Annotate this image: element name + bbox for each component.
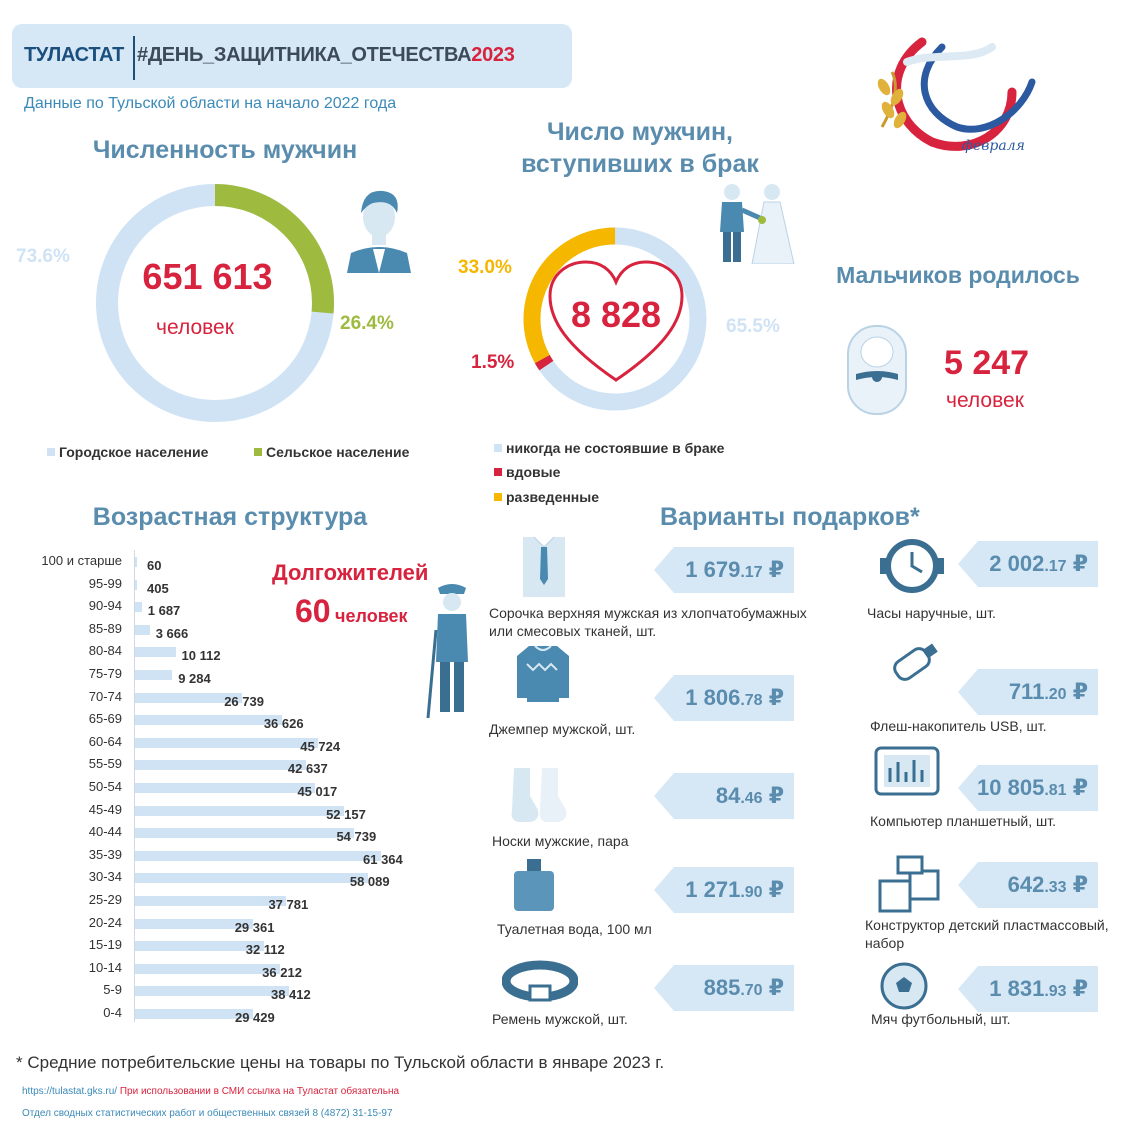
price-currency: ₽ (768, 685, 784, 710)
men-count-unit: человек (156, 316, 234, 339)
age-value-label: 58 089 (349, 874, 390, 890)
age-bar (135, 715, 282, 725)
age-group-label: 55-59 (88, 756, 122, 772)
price-text-sweater (685, 675, 784, 721)
emblem-month-script: февраля (962, 138, 1025, 154)
age-bar (135, 647, 176, 657)
price-int: 885 (703, 975, 741, 1000)
legend-divorced-swatch (494, 493, 502, 501)
legend-never-swatch (494, 444, 502, 452)
age-value-label: 52 157 (326, 806, 366, 822)
price-currency: ₽ (1072, 976, 1088, 1001)
legend-rural-label: Сельское население (266, 444, 410, 460)
elder-coat (436, 614, 468, 662)
sweater-body (517, 646, 569, 702)
gift-label-blocks: Конструктор детский пластмассовый, набор (865, 917, 1109, 951)
legend-never-married (494, 440, 724, 456)
married-title-line1: Число мужчин, (546, 118, 733, 146)
baby-face (861, 337, 893, 367)
legend-urban-label: Городское население (59, 444, 209, 460)
legend-widowed (494, 464, 560, 480)
price-dec: .17 (1044, 558, 1067, 575)
urban-percent: 73.6% (16, 246, 70, 267)
price-text-usb (1009, 669, 1088, 715)
widowed-percent: 1.5% (471, 352, 515, 373)
age-group-label: 85-89 (88, 620, 122, 636)
price-dec: .20 (1044, 686, 1067, 703)
never-married-percent: 65.5% (726, 316, 780, 337)
married-value: 8 828 (570, 294, 662, 335)
price-int: 1 271 (685, 877, 741, 902)
block-right (910, 871, 938, 899)
age-value-label: 54 739 (336, 829, 377, 845)
gift-label-watch: Часы наручные, шт. (867, 605, 996, 621)
age-bar (135, 557, 137, 567)
married-title-line2: вступивших в брак (521, 150, 759, 178)
price-currency: ₽ (768, 877, 784, 902)
age-group-label: 5-9 (103, 982, 122, 998)
price-int: 642 (1007, 872, 1045, 897)
boys-unit: человек (946, 389, 1024, 412)
baby-bundle-icon (844, 322, 910, 418)
gift-label-perfume: Туалетная вода, 100 мл (497, 921, 652, 937)
elder-leg (440, 662, 450, 712)
price-currency: ₽ (768, 975, 784, 1000)
age-value-label: 36 212 (262, 964, 302, 980)
data-date-subtitle: Данные по Тульской области на начало 2022 года (24, 95, 397, 112)
price-tag-socks (654, 773, 794, 819)
legend-never-label: никогда не состоявшие в браке (506, 440, 725, 456)
groom-leg (723, 232, 731, 262)
age-value-label: 29 361 (234, 919, 275, 935)
perfume-cap (527, 859, 541, 871)
age-value-label: 45 724 (300, 738, 341, 754)
football-icon (879, 961, 929, 1011)
men-count-title: Численность мужчин (92, 136, 358, 164)
socks-icon (506, 766, 572, 826)
gifts-title: Варианты подарков* (660, 503, 920, 531)
age-value-label: 32 112 (245, 942, 285, 958)
legend-urban-swatch (47, 448, 55, 456)
groom-arm (742, 210, 760, 218)
price-currency: ₽ (768, 783, 784, 808)
gift-label-usb: Флеш-накопитель USB, шт. (870, 718, 1047, 734)
belt-buckle (530, 986, 550, 1000)
footer-url-link[interactable]: https://tulastat.gks.ru/ (22, 1086, 118, 1097)
age-group-label: 45-49 (88, 801, 122, 817)
longevity-unit: человек (335, 606, 408, 626)
price-text-perfume (685, 867, 784, 913)
price-tag-shirt (654, 547, 794, 593)
price-dec: .93 (1044, 983, 1067, 1000)
price-dec: .81 (1044, 782, 1067, 799)
price-tag-ball (958, 966, 1098, 1012)
age-group-label: 65-69 (88, 711, 122, 727)
price-currency: ₽ (1072, 872, 1088, 897)
price-text-ball (989, 966, 1088, 1012)
age-group-label: 10-14 (88, 959, 122, 975)
belt-icon (502, 960, 578, 1002)
bundle-bow (872, 372, 882, 382)
price-int: 2 002 (989, 551, 1045, 576)
age-group-label: 40-44 (88, 824, 122, 840)
wedding-couple-icon (708, 180, 808, 264)
boys-value: 5 247 (944, 344, 1030, 382)
longevity-title: Долгожителей (272, 560, 429, 585)
bride-bouquet (758, 216, 766, 224)
age-bar (135, 828, 354, 838)
elder-cap (438, 584, 466, 594)
price-tag-usb (958, 669, 1098, 715)
price-tag-perfume (654, 867, 794, 913)
rural-percent: 26.4% (340, 313, 394, 334)
shirt-icon (519, 533, 569, 599)
age-group-label: 100 и старше (41, 553, 122, 568)
gift-label-ball: Мяч футбольный, шт. (871, 1011, 1011, 1027)
price-tag-belt (654, 965, 794, 1011)
longevity-value: 60 (295, 593, 331, 629)
men-population-donut (90, 178, 340, 428)
price-text-tablet (977, 765, 1088, 811)
price-int: 1 679 (685, 557, 741, 582)
price-tag-sweater (654, 675, 794, 721)
legend-urban (47, 444, 208, 460)
elder-leg (454, 662, 464, 712)
legend-rural-swatch (254, 448, 262, 456)
age-value-label: 1 687 (147, 603, 181, 619)
elder-head (443, 593, 461, 611)
price-dec: .90 (740, 884, 763, 901)
age-bar (135, 738, 318, 748)
price-int: 10 805 (977, 775, 1045, 800)
age-bar (135, 896, 286, 906)
age-group-label: 90-94 (88, 598, 122, 614)
age-group-label: 25-29 (88, 892, 122, 907)
price-tag-watch (958, 541, 1098, 587)
shirt-tie (540, 547, 548, 585)
price-text-blocks (1008, 862, 1088, 908)
age-group-label: 75-79 (88, 666, 122, 681)
emblem-laurel-leaf (875, 77, 893, 98)
price-dec: .33 (1044, 879, 1067, 896)
man-avatar-icon (343, 183, 415, 273)
age-group-label: 15-19 (88, 937, 122, 953)
tablet-icon (874, 746, 940, 796)
bride-dress (752, 202, 794, 264)
age-group-label: 80-84 (88, 643, 122, 659)
elder-cane (428, 630, 436, 718)
legend-rural (254, 444, 409, 460)
price-dec: .70 (740, 982, 763, 999)
price-dec: .78 (740, 692, 763, 709)
divorced-percent: 33.0% (458, 257, 512, 278)
price-currency: ₽ (768, 557, 784, 582)
sweater-icon (513, 642, 573, 704)
price-currency: ₽ (1072, 775, 1088, 800)
price-text-socks (716, 773, 784, 819)
usb-icon (888, 640, 944, 688)
sock-right (540, 768, 567, 822)
footer-department: Отдел сводных статистических работ и общественных связей 8 (4872) 31-15-97 (22, 1108, 393, 1119)
age-group-label: 70-74 (88, 688, 122, 704)
age-bar (135, 806, 344, 816)
price-text-shirt (685, 547, 784, 593)
age-bar (135, 670, 172, 680)
price-text-watch (989, 541, 1088, 587)
age-value-label: 26 739 (224, 693, 264, 709)
age-bar (135, 783, 315, 793)
age-group-label: 35-39 (88, 846, 122, 862)
age-group-label: 60-64 (88, 733, 122, 749)
married-title (470, 116, 810, 180)
legend-widowed-label: вдовые (506, 464, 561, 480)
blocks-icon (876, 853, 942, 915)
age-group-label: 50-54 (88, 779, 122, 794)
age-group-label: 95-99 (88, 575, 122, 591)
elderly-man-icon (424, 580, 480, 720)
february-23-emblem-icon (862, 32, 1052, 167)
legend-divorced-label: разведенные (506, 489, 600, 505)
age-value-label: 10 112 (181, 648, 221, 664)
groom-head (724, 184, 740, 200)
watch-icon (878, 534, 946, 598)
price-int: 84 (715, 783, 741, 808)
sock-left (512, 768, 539, 822)
hashtag-year: 2023 (471, 44, 515, 66)
longevity-count (295, 593, 408, 630)
groom-jacket (720, 202, 744, 232)
age-bar (135, 760, 306, 770)
perfume-bottle (514, 871, 554, 911)
age-value-label: 405 (147, 580, 169, 596)
footer-price-note: * Средние потребительские цены на товары по Тульской области в январе 2023 г. (16, 1053, 665, 1072)
price-text-belt (704, 965, 784, 1011)
perfume-icon (510, 857, 558, 913)
age-group-label: 30-34 (88, 869, 122, 885)
men-count-value: 651 613 (142, 256, 273, 297)
groom-leg (733, 232, 741, 262)
age-value-label: 38 412 (270, 987, 311, 1003)
boys-title: Мальчиков родилось (836, 262, 1080, 288)
price-currency: ₽ (1072, 551, 1088, 576)
gift-label-belt: Ремень мужской, шт. (492, 1011, 628, 1027)
gift-label-sweater: Джемпер мужской, шт. (489, 721, 636, 737)
hashtag-text: #ДЕНЬ_ЗАЩИТНИКА_ОТЕЧЕСТВА (137, 44, 472, 66)
age-value-label: 9 284 (178, 671, 211, 686)
price-dec: .46 (740, 790, 763, 807)
header-divider (133, 36, 135, 80)
age-value-label: 37 781 (268, 897, 309, 912)
age-bar (135, 941, 264, 951)
age-group-label: 20-24 (88, 914, 122, 930)
price-tag-blocks (958, 862, 1098, 908)
age-value-label: 60 (147, 558, 162, 573)
price-int: 711 (1008, 679, 1045, 704)
price-dec: .17 (740, 564, 763, 581)
gift-label-shirt: Сорочка верхняя мужская из хлопчатобумажных или смесовых тканей, шт. (489, 605, 807, 639)
bride-head (764, 184, 780, 200)
age-value-label: 29 429 (234, 1010, 275, 1025)
price-currency: ₽ (1072, 679, 1088, 704)
age-bar (135, 851, 381, 861)
age-bar (135, 580, 137, 590)
block-bottom-left (880, 881, 910, 911)
hashtag-title (137, 44, 515, 67)
age-structure-title: Возрастная структура (92, 503, 368, 531)
brand-title: ТУЛАСТАТ (24, 44, 125, 66)
gift-label-socks: Носки мужские, пара (492, 833, 629, 849)
price-int: 1 831 (989, 976, 1045, 1001)
age-value-label: 45 017 (297, 784, 338, 799)
age-bar (135, 964, 280, 974)
legend-widowed-swatch (494, 468, 502, 476)
legend-divorced (494, 489, 599, 505)
age-bar (135, 602, 142, 612)
price-int: 1 806 (685, 685, 741, 710)
age-value-label: 3 666 (155, 625, 189, 641)
footer-source (22, 1086, 399, 1097)
age-group-label: 0-4 (103, 1005, 122, 1020)
age-bar (135, 873, 368, 883)
age-value-label: 61 364 (363, 851, 403, 867)
price-tag-tablet (958, 765, 1098, 811)
block-top (898, 857, 922, 873)
age-value-label: 42 637 (287, 761, 328, 777)
age-bar (135, 986, 289, 996)
age-bar (135, 625, 150, 635)
gift-label-tablet: Компьютер планшетный, шт. (870, 813, 1056, 829)
footer-notice: При использовании в СМИ ссылка на Туластат обязательна (119, 1086, 400, 1097)
age-value-label: 36 626 (263, 716, 304, 732)
